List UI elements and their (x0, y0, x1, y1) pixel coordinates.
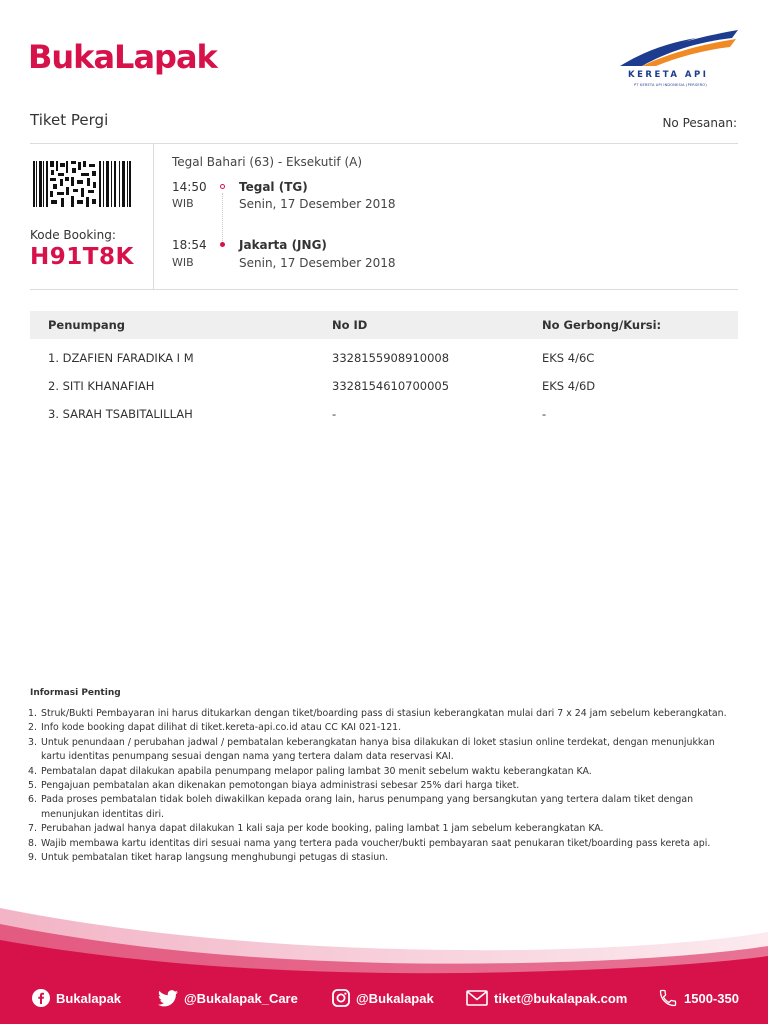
booking-code: H91T8K (30, 244, 134, 270)
header-passenger: Penumpang (48, 318, 125, 332)
twitter-label: @Bukalapak_Care (184, 990, 298, 1006)
departure-timezone: WIB (172, 197, 194, 210)
bukalapak-logo: BukaLapak (28, 38, 217, 76)
instagram-icon (332, 989, 350, 1007)
passenger-seat: EKS 4/6C (542, 351, 595, 365)
passenger-name: 3. SARAH TSABITALILLAH (48, 407, 193, 421)
vertical-divider (153, 144, 154, 289)
ticket-title: Tiket Pergi (30, 111, 109, 129)
info-item-text: Pembatalan dapat dilakukan apabila penumpang melapor paling lambat 30 menit sebelum waktu keberangkatan KA. (41, 765, 592, 777)
twitter-icon (158, 990, 178, 1007)
info-item-text: Pada proses pembatalan tidak boleh diwakilkan kepada orang lain, harus penumpang yang bersangkutan yang tertera dalam tiket dengan menunjukan identitas diri. (41, 794, 694, 820)
info-title: Informasi Penting (30, 688, 121, 698)
info-item-text: Wajib membawa kartu identitas diri sesuai nama yang tertera pada voucher/bukti pembayaran saat penukaran tiket/boarding pass kereta api. (41, 837, 711, 849)
list-item: 7. Perubahan jadwal hanya dapat dilakukan 1 kali saja per kode booking, paling lambat 1 jam sebelum keberangkatan KA. (28, 823, 604, 835)
twitter-link[interactable] (158, 985, 298, 1011)
list-item: 9. Untuk pembatalan tiket harap langsung menghubungi petugas di stasiun. (28, 852, 389, 864)
footer-contacts (0, 985, 768, 1011)
facebook-label: Bukalapak (56, 990, 122, 1006)
passenger-id: 3328154610700005 (332, 379, 450, 393)
kai-swoosh-icon (612, 26, 742, 70)
passenger-name: 1. DZAFIEN FARADIKA I M (48, 351, 194, 365)
passenger-name: 2. SITI KHANAFIAH (48, 379, 155, 393)
phone-icon (658, 988, 678, 1008)
email-link[interactable] (466, 985, 627, 1011)
info-item-text: Perubahan jadwal hanya dapat dilakukan 1 kali saja per kode booking, paling lambat 1 jam sebelum keberangkatan KA. (41, 823, 604, 835)
order-number-label: No Pesanan: (662, 116, 737, 130)
info-item-text: Pengajuan pembatalan akan dikenakan pemotongan biaya administrasi sebesar 25% dari harga tiket. (41, 780, 520, 792)
email-label: tiket@bukalapak.com (494, 990, 628, 1006)
departure-date: Senin, 17 Desember 2018 (239, 197, 396, 211)
passenger-seat: EKS 4/6D (542, 379, 596, 393)
list-item: 5. Pengajuan pembatalan akan dikenakan pemotongan biaya administrasi sebesar 25% dari harga tiket. (28, 780, 520, 792)
info-item-text: Info kode booking dapat dilihat di tiket.kereta-api.co.id atau CC KAI 021-121. (41, 722, 402, 734)
header-seat: No Gerbong/Kursi: (542, 318, 662, 332)
departure-time: 14:50 (172, 180, 207, 194)
info-item-text: Struk/Bukti Pembayaran ini harus ditukarkan dengan tiket/boarding pass di stasiun keberangkatan mulai dari 7 x 24 jam sebelum keberangkatan. (41, 708, 727, 719)
train-name: Tegal Bahari (63) - Eksekutif (A) (172, 155, 363, 169)
info-item-text: Untuk penundaan / perubahan jadwal / pembatalan keberangkatan hanya bisa dilakukan di loket stasiun online terdekat, dengan menunjukkan kartu identitas penumpang sesuai dengan nama yang tertera dalam data reservasi KAI. (41, 736, 715, 763)
passenger-id: 3328155908910008 (332, 351, 450, 365)
list-item: 4. Pembatalan dapat dilakukan apabila penumpang melapor paling lambat 30 menit sebelum waktu keberangkatan KA. (28, 765, 592, 777)
booking-code-label: Kode Booking: (30, 228, 116, 242)
arrival-dot-icon (220, 242, 225, 247)
arrival-station: Jakarta (JNG) (239, 238, 327, 252)
instagram-link[interactable] (332, 985, 434, 1011)
kai-logo-text: KERETA API (628, 70, 709, 80)
info-item-text: Untuk pembatalan tiket harap langsung menghubungi petugas di stasiun. (41, 852, 389, 864)
facebook-link[interactable] (32, 985, 121, 1011)
list-item: 8. Wajib membawa kartu identitas diri sesuai nama yang tertera pada voucher/bukti pembayaran saat penukaran tiket/boarding pass kereta api. (28, 837, 711, 849)
phone-link[interactable] (658, 985, 739, 1011)
divider (30, 289, 738, 290)
header-id: No ID (332, 318, 368, 332)
kereta-api-logo (612, 26, 742, 98)
list-item: 2. Info kode booking dapat dilihat di tiket.kereta-api.co.id atau CC KAI 021-121. (28, 722, 402, 734)
route-line (222, 193, 223, 241)
instagram-label: @Bukalapak (356, 990, 434, 1006)
departure-station: Tegal (TG) (239, 180, 308, 194)
list-item: 6. Pada proses pembatalan tidak boleh diwakilkan kepada orang lain, harus penumpang yang bersangkutan yang tertera dalam tiket dengan menunjukan identitas diri. (28, 794, 694, 820)
info-list (28, 707, 740, 865)
phone-label: 1500-350 (684, 990, 739, 1006)
passenger-seat: - (542, 407, 547, 421)
arrival-date: Senin, 17 Desember 2018 (239, 256, 396, 270)
passenger-table-header (30, 311, 738, 339)
passenger-id: - (332, 407, 337, 421)
booking-barcode (33, 161, 131, 207)
arrival-timezone: WIB (172, 256, 194, 269)
kai-logo-subtext: PT KERETA API INDONESIA (PERSERO) (634, 83, 707, 87)
arrival-time: 18:54 (172, 238, 207, 252)
list-item: 3. Untuk penundaan / perubahan jadwal / pembatalan keberangkatan hanya bisa dilakukan di loket stasiun online terdekat, dengan menunjukkan kartu identitas penumpang sesuai dengan nama yang tertera dalam data reservasi KAI. (28, 736, 715, 763)
list-item: 1. Struk/Bukti Pembayaran ini harus ditukarkan dengan tiket/boarding pass di stasiun keberangkatan mulai dari 7 x 24 jam sebelum keberangkatan. (28, 708, 727, 719)
divider (30, 143, 738, 144)
envelope-icon (466, 990, 488, 1006)
departure-dot-icon (220, 184, 225, 189)
facebook-icon (32, 989, 50, 1007)
